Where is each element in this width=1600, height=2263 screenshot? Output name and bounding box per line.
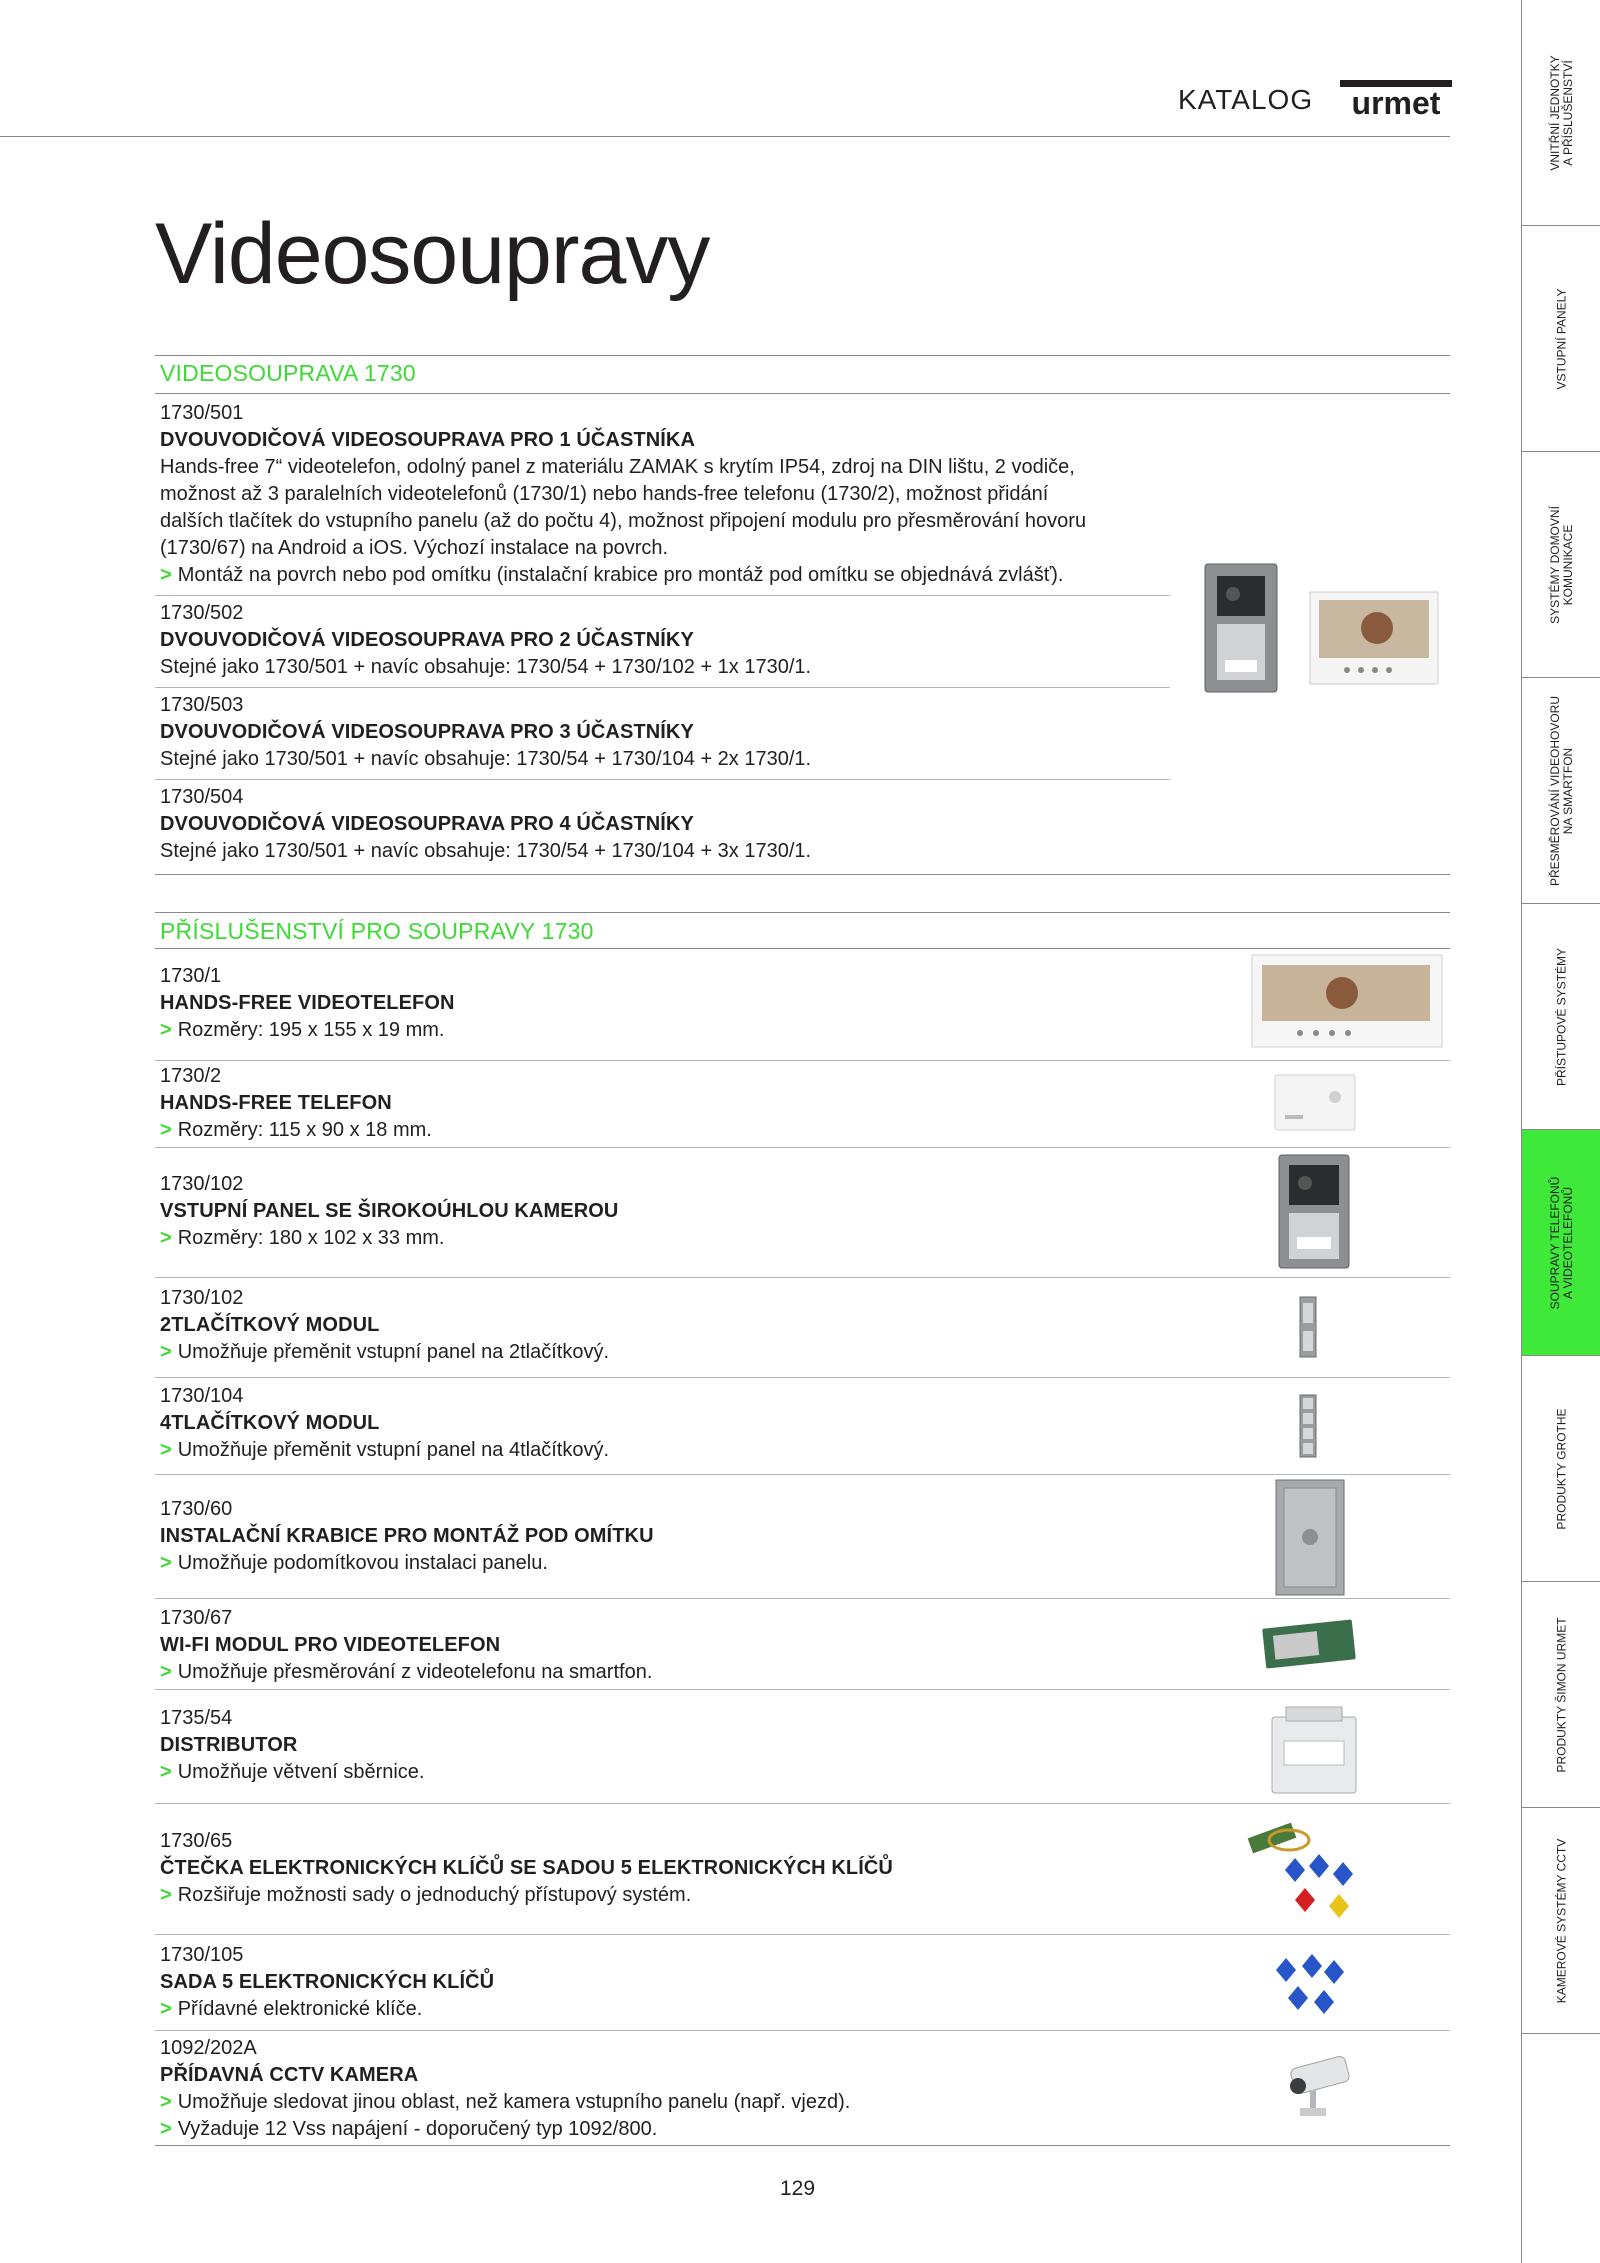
section-sidebar (1521, 0, 1600, 2263)
product-name: DVOUVODIČOVÁ VIDEOSOUPRAVA PRO 2 ÚČASTNÍKY (160, 629, 694, 651)
product-name: VSTUPNÍ PANEL SE ŠIROKOÚHLOU KAMEROU (160, 1200, 619, 1222)
sidebar-tab-label: VNITŘNÍ JEDNOTKY A PŘÍSLUŠENSTVÍ (1547, 54, 1575, 171)
sidebar-tab-label: PRODUKTY ŠIMON URMET (1554, 1616, 1568, 1773)
section-rule-top (155, 912, 1450, 913)
row-divider (155, 1689, 1450, 1690)
sidebar-tab-cctv[interactable] (1522, 1808, 1600, 2034)
product-name: WI-FI MODUL PRO VIDEOTELEFON (160, 1634, 501, 1656)
entrance-panel-image (1279, 1155, 1349, 1268)
accessory-entry (160, 1171, 1160, 1252)
product-code: 1730/60 (160, 1498, 233, 1520)
section-rule-bottom (155, 393, 1450, 394)
row-divider (155, 687, 1170, 688)
videophone-image (1252, 955, 1442, 1047)
product-name: HANDS-FREE TELEFON (160, 1092, 392, 1114)
sidebar-tab-call-forwarding[interactable] (1522, 678, 1600, 904)
accessory-entry (160, 963, 1160, 1044)
product-code: 1730/502 (160, 602, 244, 624)
sidebar-tab-indoor-units[interactable] (1522, 0, 1600, 226)
product-code: 1730/105 (160, 1944, 244, 1966)
product-note: > Umožňuje přesměrování z videotelefonu na smartfon. (160, 1659, 1160, 1686)
product-note: > Umožňuje přeměnit vstupní panel na 4tlačítkový. (160, 1437, 1160, 1464)
page-title: Videosoupravy (155, 206, 710, 302)
accessory-entry (160, 1705, 1160, 1786)
product-note: > Umožňuje větvení sběrnice. (160, 1759, 1160, 1786)
product-name: DVOUVODIČOVÁ VIDEOSOUPRAVA PRO 4 ÚČASTNÍKY (160, 813, 694, 835)
row-divider (155, 1377, 1450, 1378)
product-code: 1092/202A (160, 2037, 257, 2059)
sidebar-tab-label: KAMEROVÉ SYSTÉMY CCTV (1554, 1838, 1568, 2003)
flush-box-image (1276, 1480, 1344, 1595)
product-code: 1730/67 (160, 1607, 233, 1629)
cctv-camera-image (1270, 2052, 1350, 2122)
sidebar-tab-kits-active[interactable] (1522, 1130, 1600, 1356)
product-name: ČTEČKA ELEKTRONICKÝCH KLÍČŮ SE SADOU 5 ELEKTRONICKÝCH KLÍČŮ (160, 1857, 893, 1879)
distributor-image (1272, 1707, 1356, 1797)
row-divider (155, 1277, 1450, 1278)
sidebar-tab-intercom-systems[interactable] (1522, 452, 1600, 678)
electronic-keys-image (1268, 1948, 1348, 2023)
product-name: HANDS-FREE VIDEOTELEFON (160, 992, 455, 1014)
product-description-line: Stejné jako 1730/501 + navíc obsahuje: 1730/54 + 1730/104 + 3x 1730/1. (160, 840, 812, 862)
product-name: PŘÍDAVNÁ CCTV KAMERA (160, 2064, 419, 2086)
product-name: DISTRIBUTOR (160, 1734, 298, 1756)
handsfree-phone-image (1275, 1075, 1355, 1130)
product-code: 1730/104 (160, 1385, 244, 1407)
product-code: 1730/504 (160, 786, 244, 808)
sidebar-tab-access-systems[interactable] (1522, 904, 1600, 1130)
row-divider (155, 1474, 1450, 1475)
section-rule-top (155, 355, 1450, 356)
accessory-entry (160, 1605, 1160, 1686)
catalog-label: KATALOG (1178, 84, 1314, 115)
urmet-logo (1340, 74, 1452, 118)
product-note: > Montáž na povrch nebo pod omítku (instalační krabice pro montáž pod omítku se objednává zvlášť). (160, 562, 1160, 589)
product-description-line: Stejné jako 1730/501 + navíc obsahuje: 1730/54 + 1730/102 + 1x 1730/1. (160, 656, 812, 678)
key-reader-image (1245, 1818, 1365, 1928)
section-title-kits: VIDEOSOUPRAVA 1730 (160, 360, 416, 386)
accessory-entry (160, 1383, 1160, 1464)
accessory-entry (160, 1063, 1160, 1144)
product-code: 1730/501 (160, 402, 244, 424)
product-note: > Rozšiřuje možnosti sady o jednoduchý přístupový systém. (160, 1882, 1160, 1909)
kit-entry (160, 400, 1160, 589)
sidebar-tab-label: SOUPRAVY TELEFONŮ A VIDEOTELEFONŮ (1547, 1176, 1575, 1309)
kit-product-image (1205, 564, 1445, 694)
product-note: > Rozměry: 115 x 90 x 18 mm. (160, 1117, 1160, 1144)
sidebar-tab-grothe[interactable] (1522, 1356, 1600, 1582)
sidebar-tab-label: PRODUKTY GROTHE (1554, 1407, 1568, 1530)
section-title-accessories: PŘÍSLUŠENSTVÍ PRO SOUPRAVY 1730 (160, 918, 594, 944)
sidebar-tab-label: VSTUPNÍ PANELY (1554, 288, 1568, 389)
product-name: SADA 5 ELEKTRONICKÝCH KLÍČŮ (160, 1971, 495, 1993)
row-divider (155, 1803, 1450, 1804)
product-description-line: Stejné jako 1730/501 + navíc obsahuje: 1730/54 + 1730/104 + 2x 1730/1. (160, 748, 812, 770)
row-divider (155, 595, 1170, 596)
accessory-entry (160, 1942, 1160, 2023)
row-divider (155, 1060, 1450, 1061)
product-code: 1730/102 (160, 1173, 244, 1195)
kit-entry (160, 692, 1160, 773)
product-note: > Vyžaduje 12 Vss napájení - doporučený typ 1092/800. (160, 2116, 1160, 2143)
wifi-module-image (1264, 1618, 1354, 1668)
product-note: > Umožňuje sledovat jinou oblast, než kamera vstupního panelu (např. vjezd). (160, 2089, 1160, 2116)
page-number: 129 (780, 2177, 816, 2200)
product-name: INSTALAČNÍ KRABICE PRO MONTÁŽ POD OMÍTKU (160, 1525, 654, 1547)
product-code: 1735/54 (160, 1707, 233, 1729)
row-divider (155, 779, 1170, 780)
accessory-entry (160, 2035, 1160, 2143)
product-code: 1730/503 (160, 694, 244, 716)
product-description-line: dalších tlačítek do vstupního panelu (až do počtu 4), možnost připojení modulu pro přesměrování hovoru (160, 510, 1087, 532)
product-note: > Umožňuje přeměnit vstupní panel na 2tlačítkový. (160, 1339, 1160, 1366)
product-note: > Umožňuje podomítkovou instalaci panelu. (160, 1550, 1160, 1577)
kit-entry (160, 600, 1160, 681)
product-name: DVOUVODIČOVÁ VIDEOSOUPRAVA PRO 1 ÚČASTNÍKA (160, 429, 696, 451)
section-rule-top (155, 874, 1450, 875)
sidebar-tab-label: PŘÍSTUPOVÉ SYSTÉMY (1554, 947, 1568, 1086)
accessory-entry (160, 1285, 1160, 1366)
sidebar-tab-label: SYSTÉMY DOMOVNÍ KOMUNIKACE (1547, 505, 1575, 624)
sidebar-tab-simon-urmet[interactable] (1522, 1582, 1600, 1808)
row-divider (155, 1147, 1450, 1148)
4-button-module-image (1300, 1395, 1316, 1457)
section-rule-bottom (155, 948, 1450, 949)
product-note: > Rozměry: 195 x 155 x 19 mm. (160, 1017, 1160, 1044)
header-rule (0, 136, 1450, 137)
footer-rule (155, 2145, 1450, 2146)
kit-entry (160, 784, 1160, 865)
product-code: 1730/65 (160, 1830, 233, 1852)
product-description-line: (1730/67) na Android a iOS. Výchozí instalace na povrch. (160, 537, 669, 559)
product-description-line: Hands-free 7“ videotelefon, odolný panel z materiálu ZAMAK s krytím IP54, zdroj na DIN lištu, 2 vodiče, (160, 456, 1075, 478)
sidebar-tab-label: PŘESMĚROVÁNÍ VIDEOHOVORU NA SMARTFON (1547, 695, 1575, 886)
product-name: 2TLAČÍTKOVÝ MODUL (160, 1314, 380, 1336)
logo-lettering: urmet (1351, 85, 1441, 118)
row-divider (155, 2030, 1450, 2031)
row-divider (155, 1934, 1450, 1935)
accessory-entry (160, 1496, 1160, 1577)
product-name: DVOUVODIČOVÁ VIDEOSOUPRAVA PRO 3 ÚČASTNÍKY (160, 721, 694, 743)
2-button-module-image (1300, 1297, 1316, 1357)
product-code: 1730/1 (160, 965, 222, 987)
product-name: 4TLAČÍTKOVÝ MODUL (160, 1412, 380, 1434)
product-code: 1730/2 (160, 1065, 222, 1087)
accessory-entry (160, 1828, 1160, 1909)
product-description-line: možnost až 3 paralelních videotelefonů (1730/1) nebo hands-free telefonu (1730/2), možnost přidání (160, 483, 1049, 505)
product-note: > Přídavné elektronické klíče. (160, 1996, 1160, 2023)
row-divider (155, 1598, 1450, 1599)
sidebar-tab-entrance-panels[interactable] (1522, 226, 1600, 452)
product-code: 1730/102 (160, 1287, 244, 1309)
product-note: > Rozměry: 180 x 102 x 33 mm. (160, 1225, 1160, 1252)
